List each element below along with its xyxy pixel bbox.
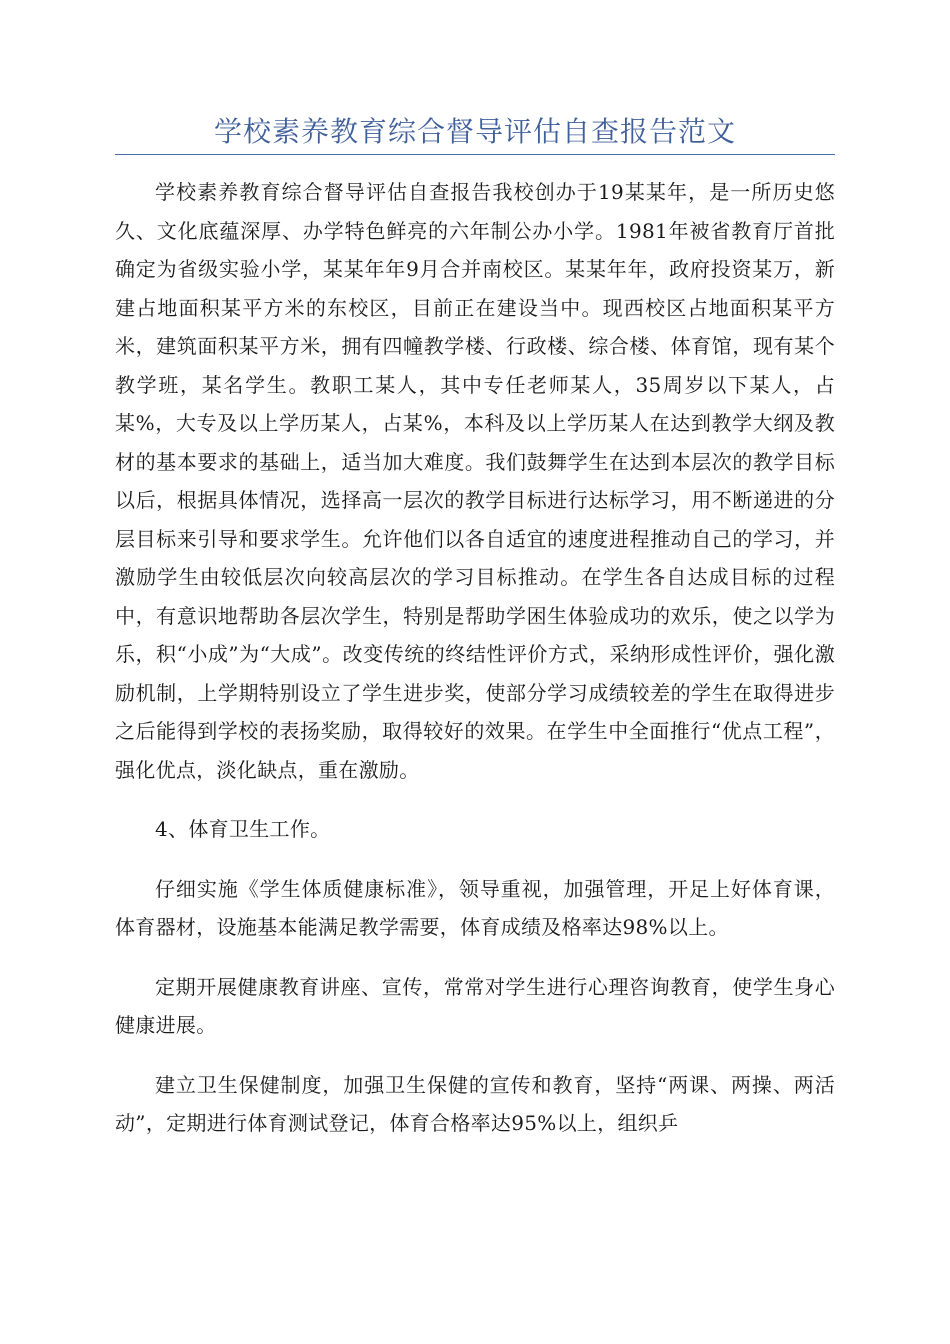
document-title: 学校素养教育综合督导评估自查报告范文	[213, 115, 736, 148]
paragraph-fitness-standard: 仔细实施《学生体质健康标准》，领导重视，加强管理，开足上好体育课，体育器材，设施基本能满足教学需要，体育成绩及格率达98%以上。	[115, 876, 835, 939]
document-body	[115, 173, 835, 1143]
paragraph-health-education: 定期开展健康教育讲座、宣传，常常对学生进行心理咨询教育，使学生身心健康进展。	[115, 974, 835, 1037]
paragraph-intro: 学校素养教育综合督导评估自查报告我校创办于19某某年，是一所历史悠久、文化底蕴深厚、办学特色鲜亮的六年制公办小学。1981年被省教育厅首批确定为省级实验小学，某某年年9月合并南校区。某某年年，政府投资某万，新建占地面积某平方米的东校区，目前正在建设当中。现西校区占地面积某平方米，建筑面积某平方米，拥有四幢教学楼、行政楼、综合楼、体育馆，现有某个教学班，某名学生。教职工某人，其中专任老师某人，35周岁以下某人，占某%，大专及以上学历某人，占某%，本科及以上学历某人在达到教学大纲及教材的基本要求的基础上，适当加大难度。我们鼓舞学生在达到本层次的教学目标以后，根据具体情况，选择高一层次的教学目标进行达标学习，用不断递进的分层目标来引导和要求学生。允许他们以各自适宜的速度进程推动自己的学习，并激励学生由较低层次向较高层次的学习目标推动。在学生各自达成目标的过程中，有意识地帮助各层次学生，特别是帮助学困生体验成功的欢乐，使之以学为乐，积“小成”为“大成”。改变传统的终结性评价方式，采纳形成性评价，强化激励机制，上学期特别设立了学生进步奖，使部分学习成绩较差的学生在取得进步之后能得到学校的表扬奖励，取得较好的效果。在学生中全面推行“优点工程”，强化优点，淡化缺点，重在激励。	[115, 180, 835, 782]
paragraph-gap	[115, 789, 835, 810]
paragraph-gap	[115, 947, 835, 968]
paragraph-gap	[115, 849, 835, 870]
section-heading-sports-health: 4、体育卫生工作。	[155, 817, 331, 841]
paragraph-gap	[115, 1045, 835, 1066]
paragraph-hygiene-system: 建立卫生保健制度，加强卫生保健的宣传和教育，坚持“两课、两操、两活动”，定期进行体育测试登记，体育合格率达95%以上，组织乒	[115, 1072, 835, 1135]
title-underline	[115, 154, 835, 155]
